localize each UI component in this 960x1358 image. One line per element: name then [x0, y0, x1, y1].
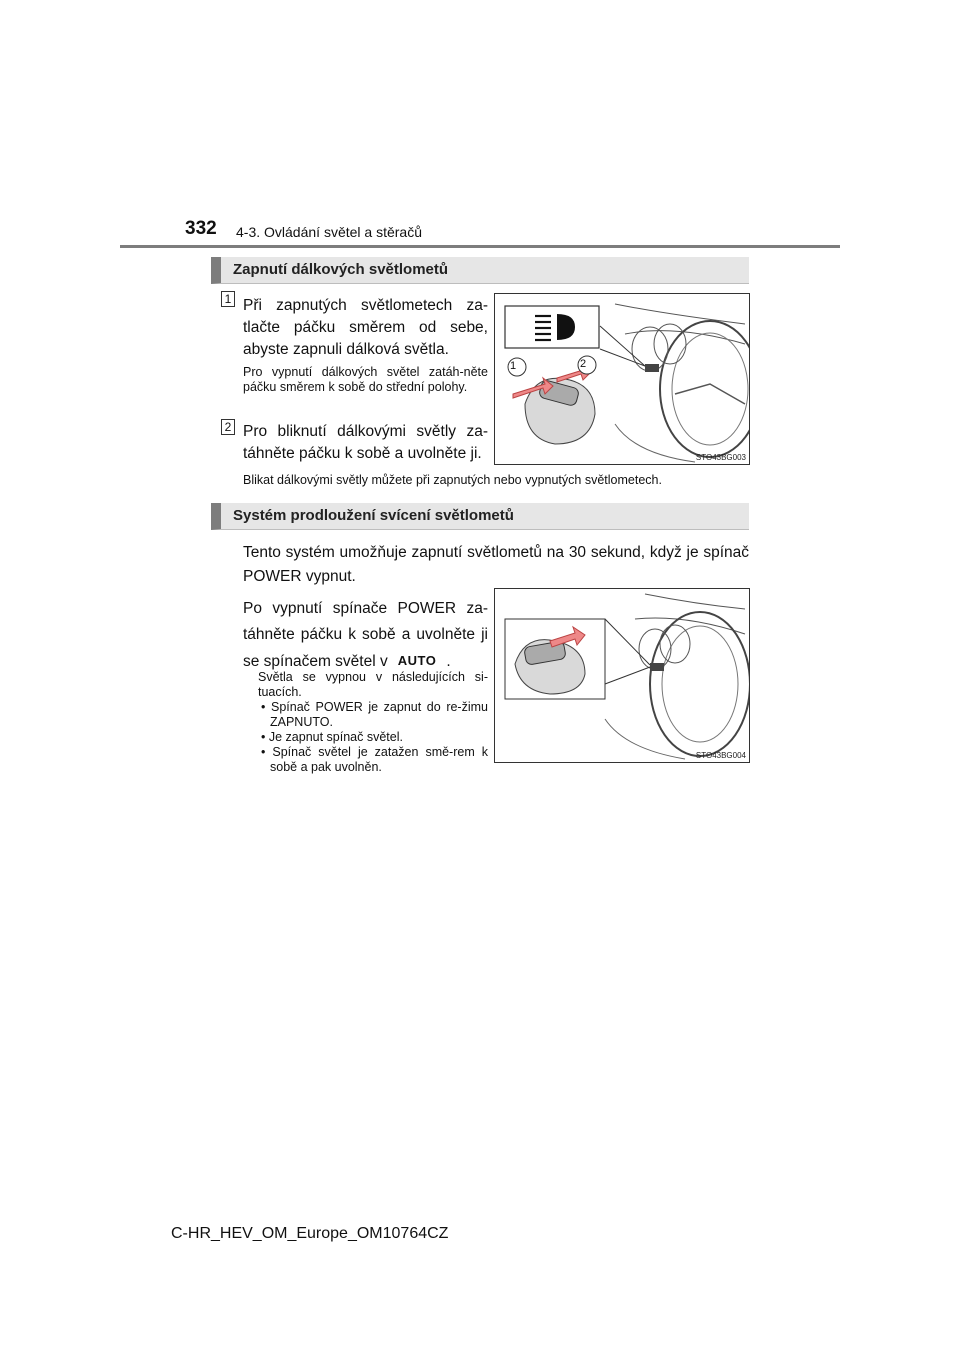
list-item: • Je zapnut spínač světel.	[261, 730, 403, 744]
figure-code: STO43BG003	[695, 453, 746, 462]
instruction-end: .	[446, 653, 451, 670]
figure-code: STO43BG004	[695, 751, 746, 760]
lever-illustration	[495, 294, 749, 464]
page-number: 332	[185, 218, 217, 239]
list-item: • Spínač světel je zatažen smě-rem k sobě a pak uvolněn.	[261, 745, 488, 774]
auto-switch-icon: AUTO	[397, 653, 437, 668]
figure-high-beam-lever	[494, 293, 750, 465]
chapter-title: 4-3. Ovládání světel a stěračů	[236, 224, 422, 240]
step-number-1: 1	[221, 291, 235, 307]
callout-1: 1	[510, 360, 517, 372]
section-heading-high-beam: Zapnutí dálkových světlometů	[211, 257, 749, 284]
document-code: C-HR_HEV_OM_Europe_OM10764CZ	[171, 1225, 449, 1242]
callout-2: 2	[580, 358, 587, 370]
flash-note: Blikat dálkovými světly můžete při zapnutých nebo vypnutých světlometech.	[243, 473, 662, 487]
step-number-2: 2	[221, 419, 235, 435]
section-heading-extension: Systém prodloužení svícení světlometů	[211, 503, 749, 530]
step-1-note: Pro vypnutí dálkových světel zatáh-něte páčku směrem k sobě do střední polohy.	[243, 365, 488, 394]
extension-instruction	[243, 596, 488, 675]
condition-block	[258, 670, 488, 775]
extension-illustration	[495, 589, 749, 762]
header-divider	[120, 245, 840, 248]
step-2-text: Pro bliknutí dálkovými světly za-táhněte páčku k sobě a uvolněte ji.	[243, 423, 488, 462]
list-item: • Spínač POWER je zapnut do re-žimu ZAPNUTO.	[261, 700, 488, 729]
extension-intro: Tento systém umožňuje zapnutí světlometů na 30 sekund, když je spínač POWER vypnut.	[243, 544, 749, 585]
step-1-text: Při zapnutých světlometech za-tlačte páčku směrem od sebe, abyste zapnuli dálková světla.	[243, 297, 488, 358]
figure-extension-lever	[494, 588, 750, 763]
condition-intro: Světla se vypnou v následujících si-tuacích.	[258, 670, 488, 699]
instruction-text: Po vypnutí spínače POWER za-táhněte páčku k sobě a uvolněte ji se spínačem světel v	[243, 600, 488, 670]
